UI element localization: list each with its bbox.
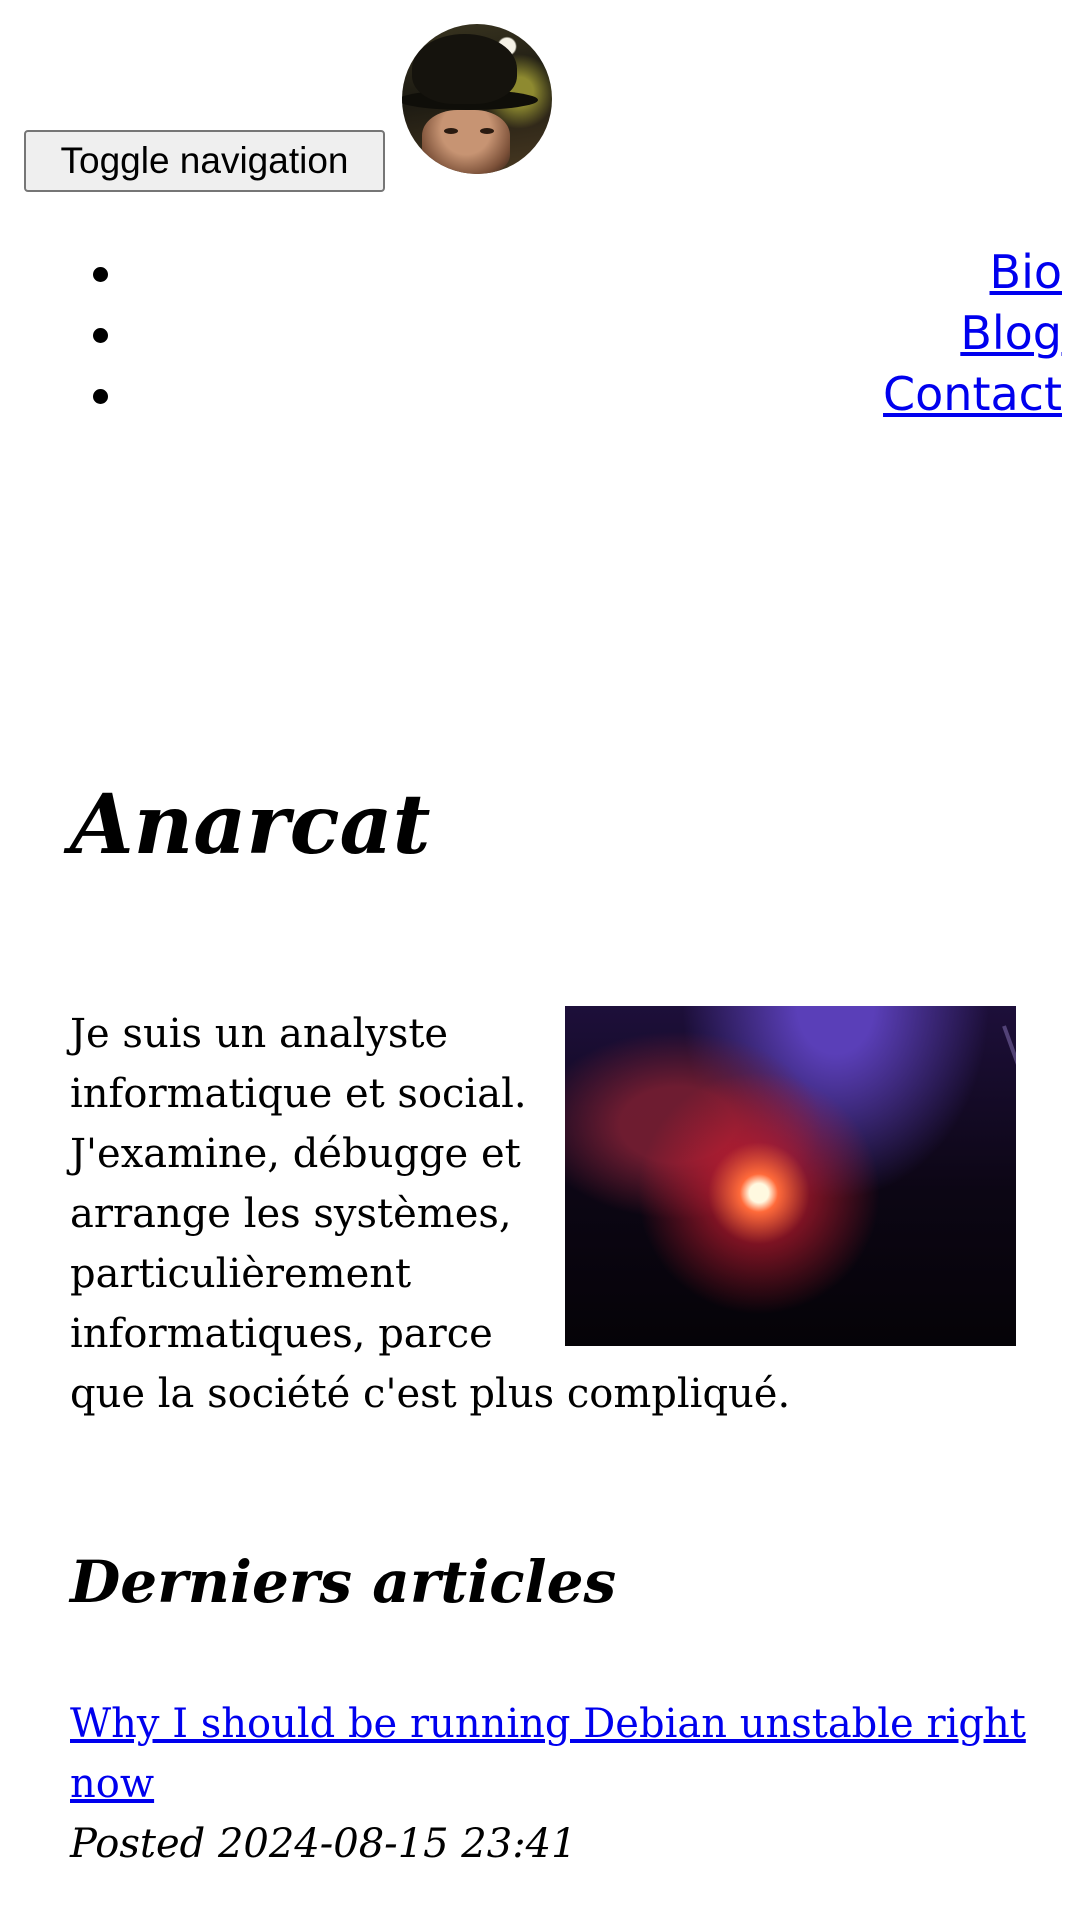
nav-bullet-icon xyxy=(93,267,108,282)
article-posted-date: Posted 2024-08-15 23:41 xyxy=(70,1821,577,1867)
nav-link-contact[interactable]: Contact xyxy=(883,367,1062,421)
mic-stand xyxy=(1002,1025,1016,1336)
article-item xyxy=(70,1694,1030,1874)
avatar-hat xyxy=(412,34,517,104)
avatar-face xyxy=(422,110,510,174)
nav-link-blog[interactable]: Blog xyxy=(960,306,1062,360)
main-nav xyxy=(0,242,1080,425)
page-title: Anarcat xyxy=(70,777,431,873)
article-link[interactable]: Why I should be running Debian unstable right now xyxy=(70,1701,1026,1807)
nav-item-bio xyxy=(0,242,1080,303)
nav-item-blog xyxy=(0,303,1080,364)
concert-photo xyxy=(565,1006,1016,1346)
intro-text: Je suis un analyste informatique et social. J'examine, débugge et arrange les systèmes, particulièrement informatiques, parce que la société c'est plus compliqué. xyxy=(70,1011,791,1417)
toggle-navigation-button[interactable]: Toggle navigation xyxy=(24,130,385,192)
articles-heading: Derniers articles xyxy=(70,1548,617,1616)
intro-section xyxy=(70,1004,1020,1424)
avatar-eye-right xyxy=(480,128,494,134)
nav-bullet-icon xyxy=(93,328,108,343)
avatar-eye-left xyxy=(444,128,458,134)
nav-bullet-icon xyxy=(93,389,108,404)
avatar[interactable] xyxy=(402,24,552,174)
nav-item-contact xyxy=(0,364,1080,425)
nav-link-bio[interactable]: Bio xyxy=(989,245,1062,299)
